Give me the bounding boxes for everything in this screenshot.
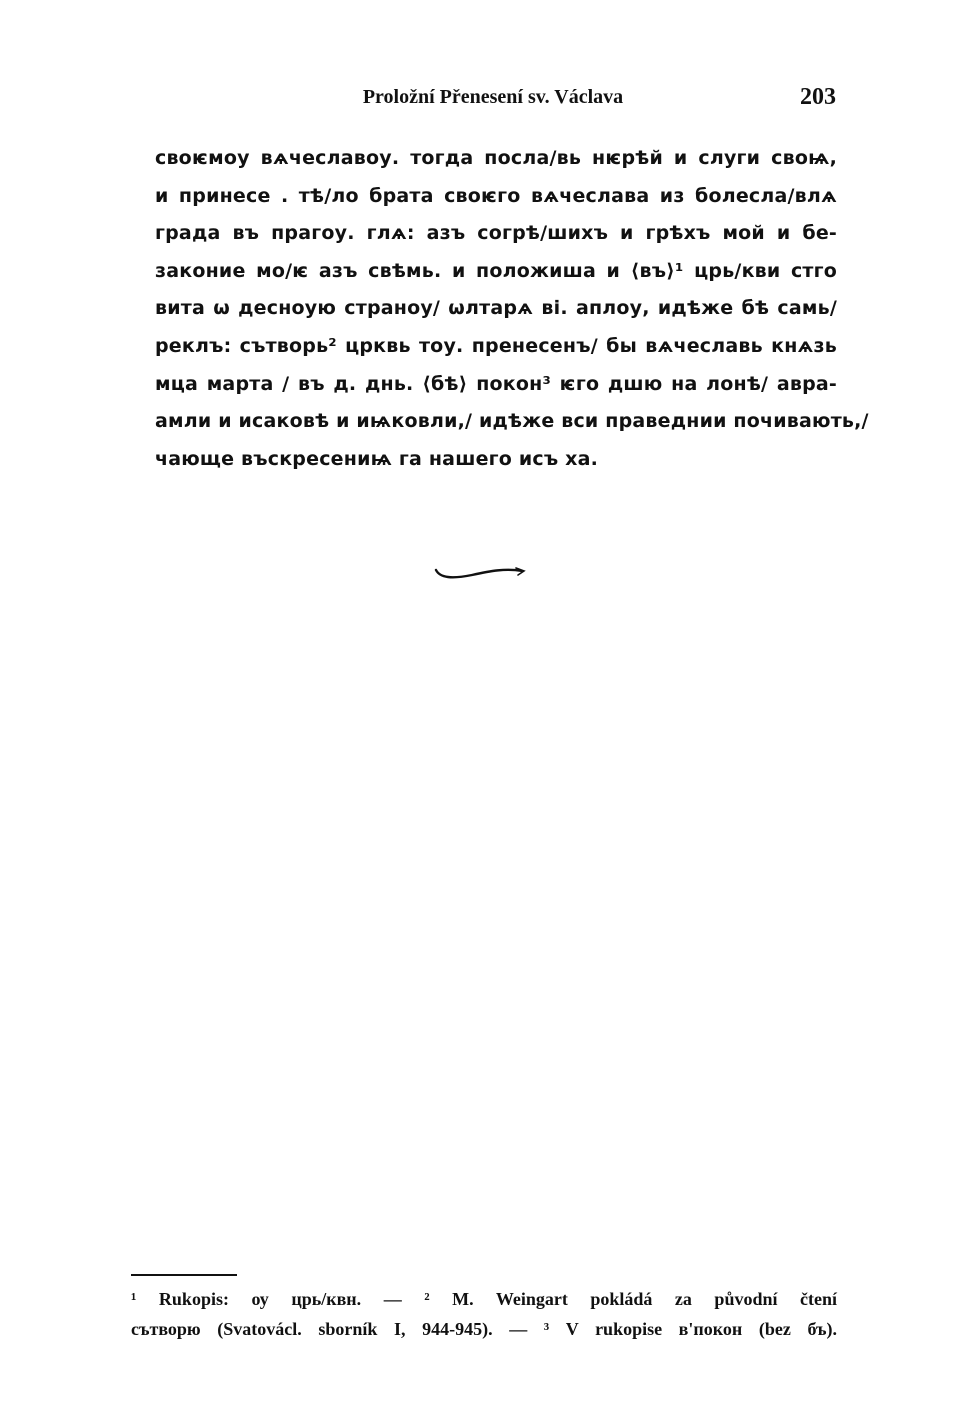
- fleuron-ornament: [432, 562, 528, 582]
- footnotes: [131, 1284, 837, 1344]
- running-title: Proložní Přenesení sv. Václava: [362, 86, 624, 108]
- footnote-rule: [131, 1274, 237, 1276]
- church-slavonic-text: [155, 140, 869, 478]
- text-line: вита ѡ десноую страноу/ ѡлтарѧ ві. аплоу, идѣже бѣ самь/: [155, 297, 837, 320]
- text-line: своѥмоу вѧчеславоу. тогда посла/вь нѥрѣй и слуги своѩ,: [155, 147, 837, 169]
- footnote-line: ¹ Rukopis: оу црь/квн. — ² M. Weingart pokládá za původní čtení: [131, 1289, 837, 1309]
- text-line: града въ прагоу. глѧ: азъ согрѣ/шихъ и грѣхъ мой и бе-: [155, 222, 837, 245]
- footnote-line: сътворю (Svatovácl. sborník I, 944-945). — ³ V rukopise в'покон (bez бъ).: [131, 1319, 837, 1339]
- running-head: [150, 82, 836, 112]
- text-line: и принесе . тѣ/ло брата своѥго вѧчеслава из болесла/влѧ: [155, 184, 837, 207]
- text-line: мца марта / въ д. днь. ⟨бѣ⟩ покон³ ѥго дшю на лонѣ/ авра-: [155, 372, 837, 395]
- page-number: 203: [800, 84, 836, 110]
- text-line: амли и исаковѣ и иѩковли,/ идѣже вси праведнии почивають,/: [155, 410, 869, 433]
- text-line: чающе въскресениѩ га нашего исъ ха.: [155, 447, 599, 470]
- text-line: законие мо/ѥ азъ свѣмь. и положиша и ⟨въ⟩¹ црь/кви стго: [155, 259, 837, 282]
- text-line: реклъ: сътворь² црквь тоу. пренесенъ/ бы вѧчеславь кнѧзь: [155, 334, 837, 357]
